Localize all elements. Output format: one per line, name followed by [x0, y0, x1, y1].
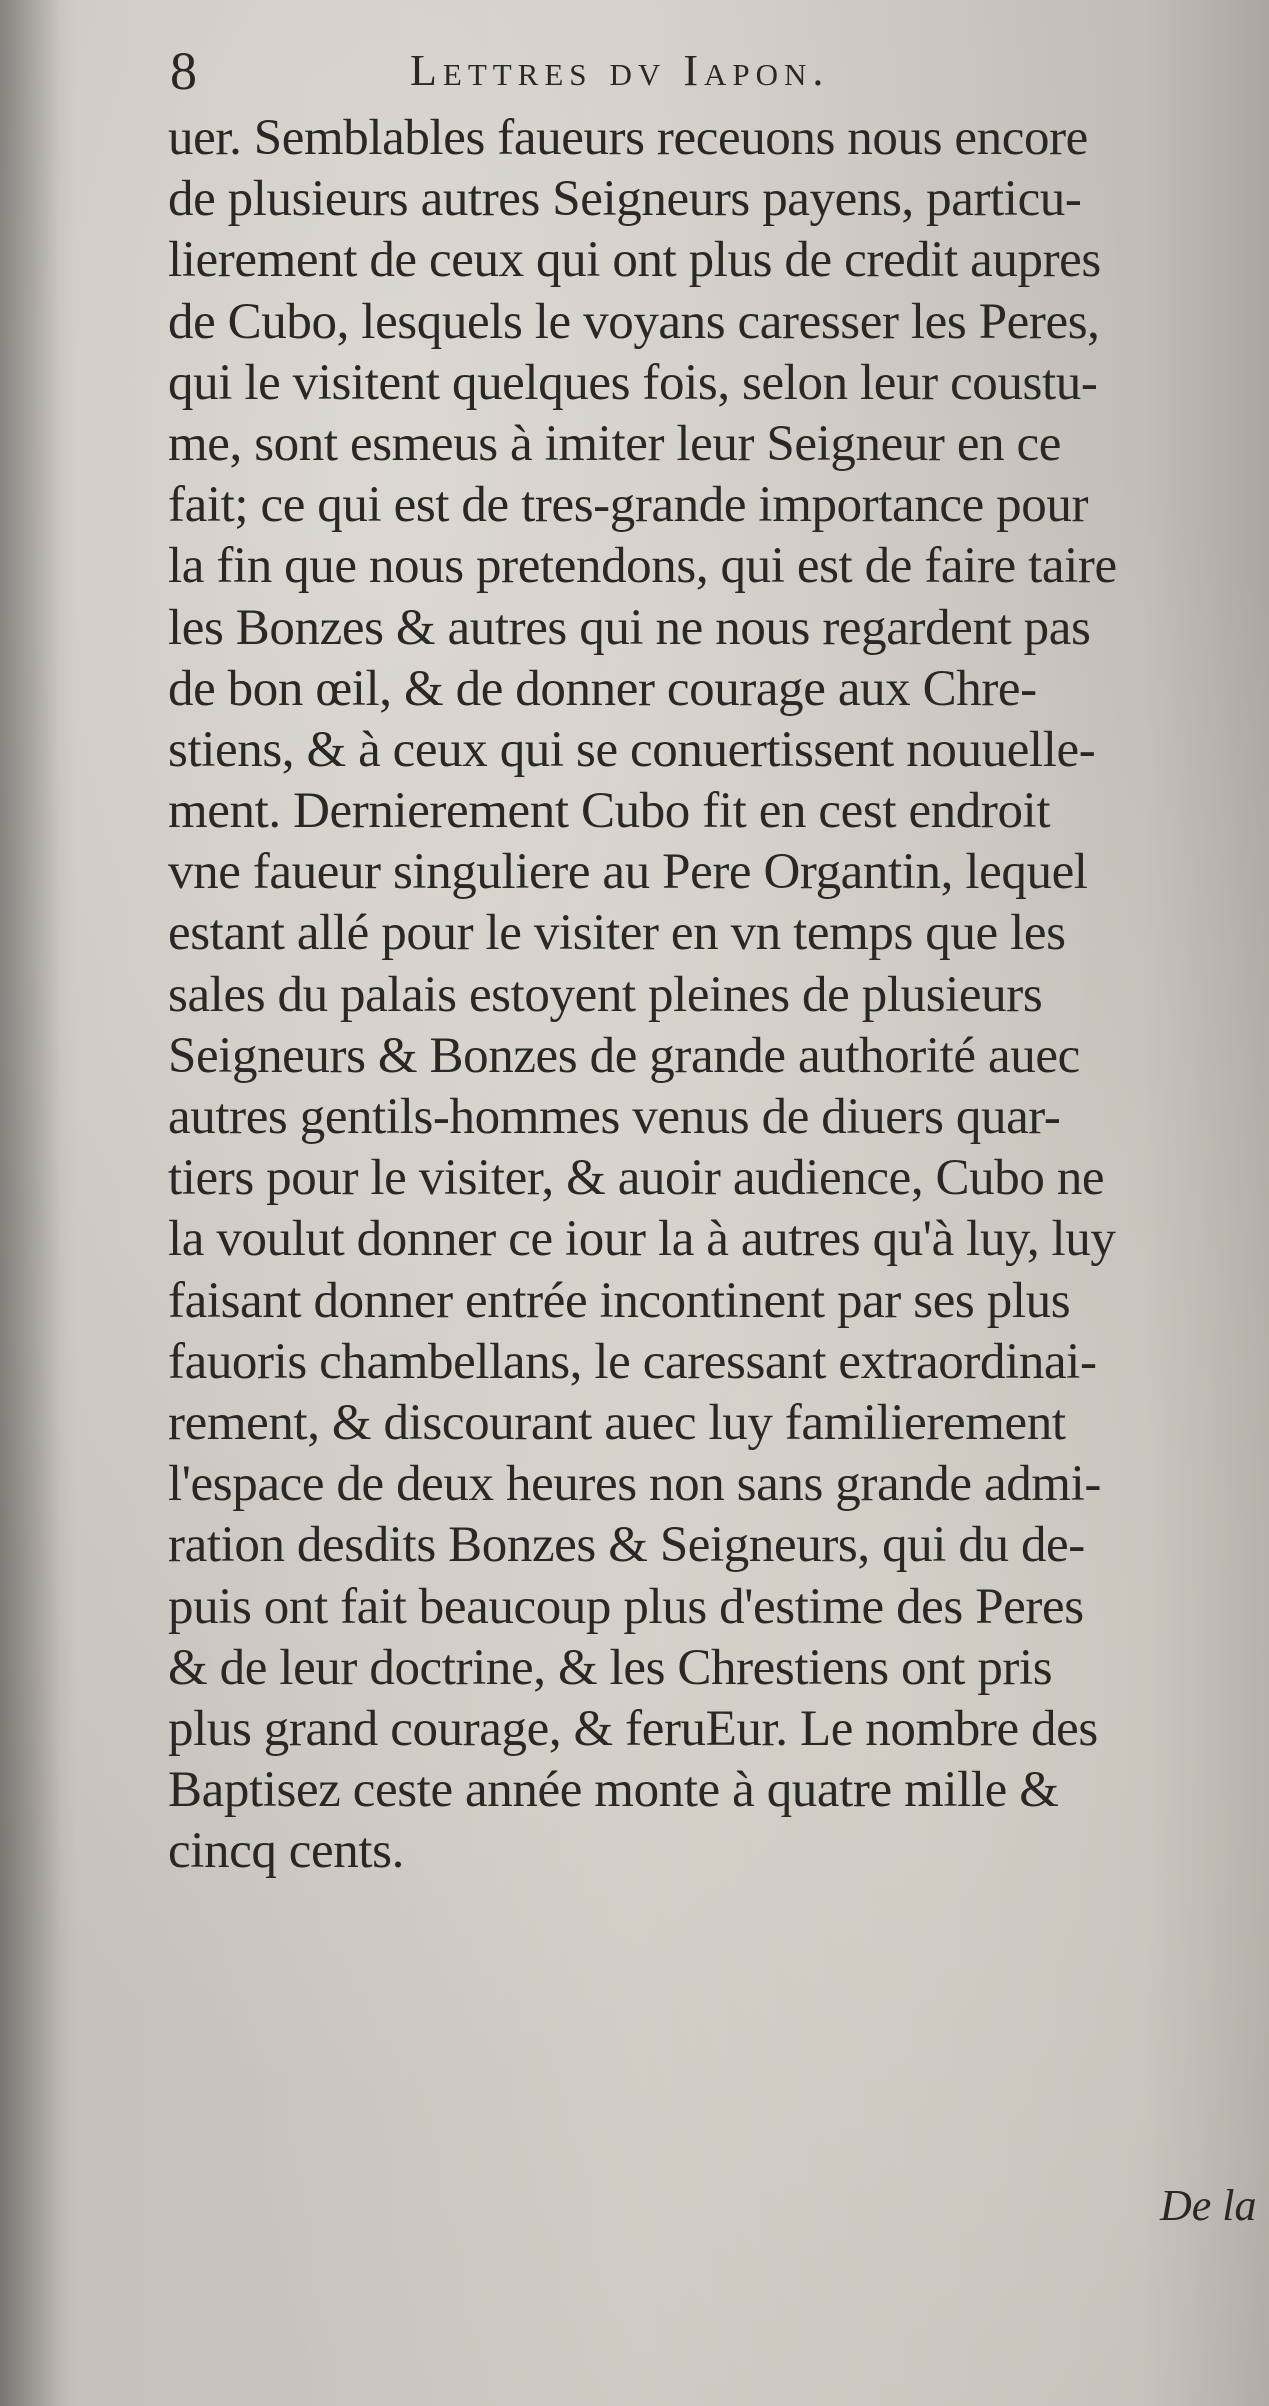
- text-line: Seigneurs & Bonzes de grande authorité auec: [168, 1027, 1080, 1084]
- text-line: uer. Semblables faueurs receuons nous encore: [168, 110, 1088, 166]
- text-line: sales du palais estoyent pleines de plusieurs: [168, 966, 1043, 1023]
- page-number: 8: [170, 41, 197, 101]
- text-line: vne faueur singuliere au Pere Organtin, lequel: [168, 844, 1088, 901]
- text-line: stiens, & à ceux qui se conuertissent nouuelle-: [168, 721, 1096, 778]
- text-line: de bon œil, & de donner courage aux Chre-: [168, 660, 1037, 717]
- text-line: les Bonzes & autres qui ne nous regardent pas: [168, 599, 1091, 656]
- text-line: tiers pour le visiter, & auoir audience, Cubo ne: [168, 1150, 1105, 1207]
- body-text: [168, 108, 1258, 1882]
- text-line: puis ont fait beaucoup plus d'estime des Peres: [168, 1578, 1084, 1635]
- text-line: ment. Dernierement Cubo fit en cest endroit: [168, 783, 1051, 840]
- text-line: plus grand courage, & feruEur. Le nombre des: [168, 1700, 1098, 1757]
- running-head: [170, 40, 1020, 102]
- text-line: Baptisez ceste année monte à quatre mille &: [168, 1762, 1059, 1819]
- gutter-shadow: [0, 0, 60, 2406]
- text-line: faisant donner entrée incontinent par ses plus: [168, 1272, 1071, 1329]
- text-line: lierement de ceux qui ont plus de credit aupres: [168, 232, 1101, 289]
- text-line: ration desdits Bonzes & Seigneurs, qui du de-: [168, 1517, 1085, 1574]
- text-line: la fin que nous pretendons, qui est de faire taire: [168, 538, 1117, 595]
- text-line: fait; ce qui est de tres-grande importance pour: [168, 477, 1089, 534]
- book-title: Lettres dv Iapon.: [410, 46, 830, 95]
- text-line: rement, & discourant auec luy familierement: [168, 1394, 1066, 1451]
- text-line: l'espace de deux heures non sans grande admi-: [168, 1456, 1101, 1513]
- text-line: de Cubo, lesquels le voyans caresser les Peres,: [168, 293, 1100, 350]
- text-line: fauoris chambellans, le caressant extraordinai-: [168, 1333, 1097, 1390]
- text-line: & de leur doctrine, & les Chrestiens ont pris: [168, 1639, 1053, 1696]
- text-line: me, sont esmeus à imiter leur Seigneur en ce: [168, 415, 1062, 472]
- text-line: cincq cents.: [168, 1823, 404, 1880]
- catchword: De la: [1160, 2181, 1257, 2230]
- text-line: estant allé pour le visiter en vn temps que les: [168, 905, 1066, 962]
- text-line: la voulut donner ce iour la à autres qu'à luy, luy: [168, 1211, 1116, 1268]
- text-line: qui le visitent quelques fois, selon leur coustu-: [168, 354, 1098, 411]
- text-line: de plusieurs autres Seigneurs payens, particu-: [168, 171, 1082, 228]
- text-line: autres gentils-hommes venus de diuers quar-: [168, 1089, 1061, 1145]
